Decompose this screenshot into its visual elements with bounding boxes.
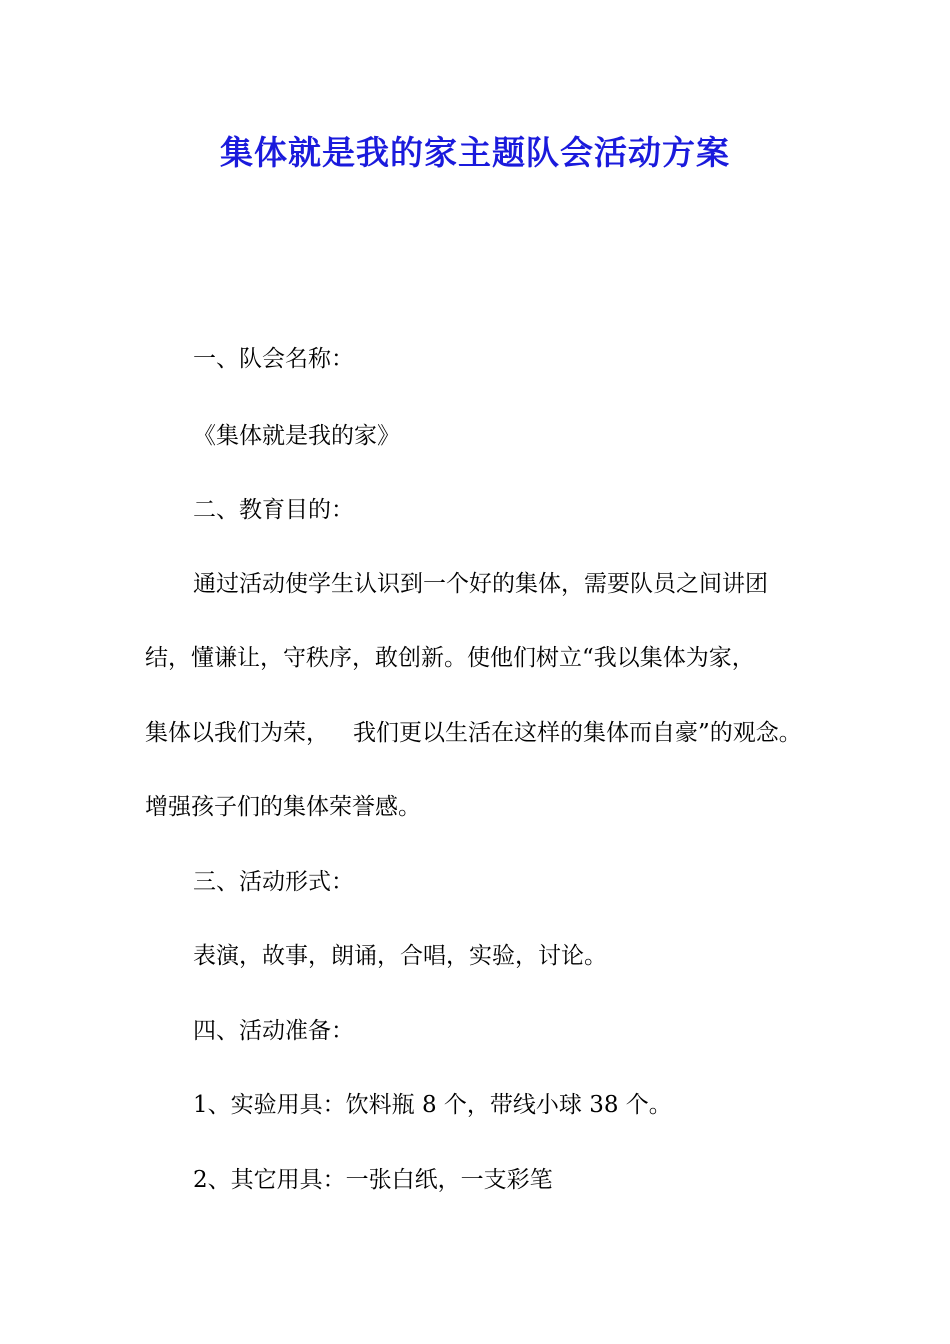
section-4-item-2: 2、其它用具：一张白纸，一支彩笔: [193, 1167, 553, 1193]
section-2-heading: 二、教育目的：: [193, 497, 354, 523]
section-3-heading: 三、活动形式：: [193, 869, 354, 895]
section-4-heading: 四、活动准备：: [193, 1018, 354, 1044]
document-title: 集体就是我的家主题队会活动方案: [220, 133, 730, 172]
section-2-body-line-3: [145, 717, 802, 749]
section-3-body: 表演，故事，朗诵，合唱，实验，讨论。: [193, 943, 607, 969]
section-4-item-1: 1、实验用具：饮料瓶 8 个，带线小球 38 个。: [193, 1092, 672, 1118]
section-2-body-line-3-part-a: 集体以我们为荣，: [145, 720, 329, 746]
section-1-heading: 一、队会名称：: [193, 346, 354, 372]
section-1-body: 《集体就是我的家》: [193, 423, 400, 449]
section-2-body-line-4: 增强孩子们的集体荣誉感。: [145, 794, 421, 820]
section-2-body-line-3-part-b: 我们更以生活在这样的集体而自豪”的观念。: [353, 720, 802, 746]
section-2-body-line-2: 结，懂谦让，守秩序，敢创新。使他们树立“我以集体为家，: [145, 645, 755, 671]
section-2-body-line-1: 通过活动使学生认识到一个好的集体，需要队员之间讲团: [193, 571, 768, 597]
